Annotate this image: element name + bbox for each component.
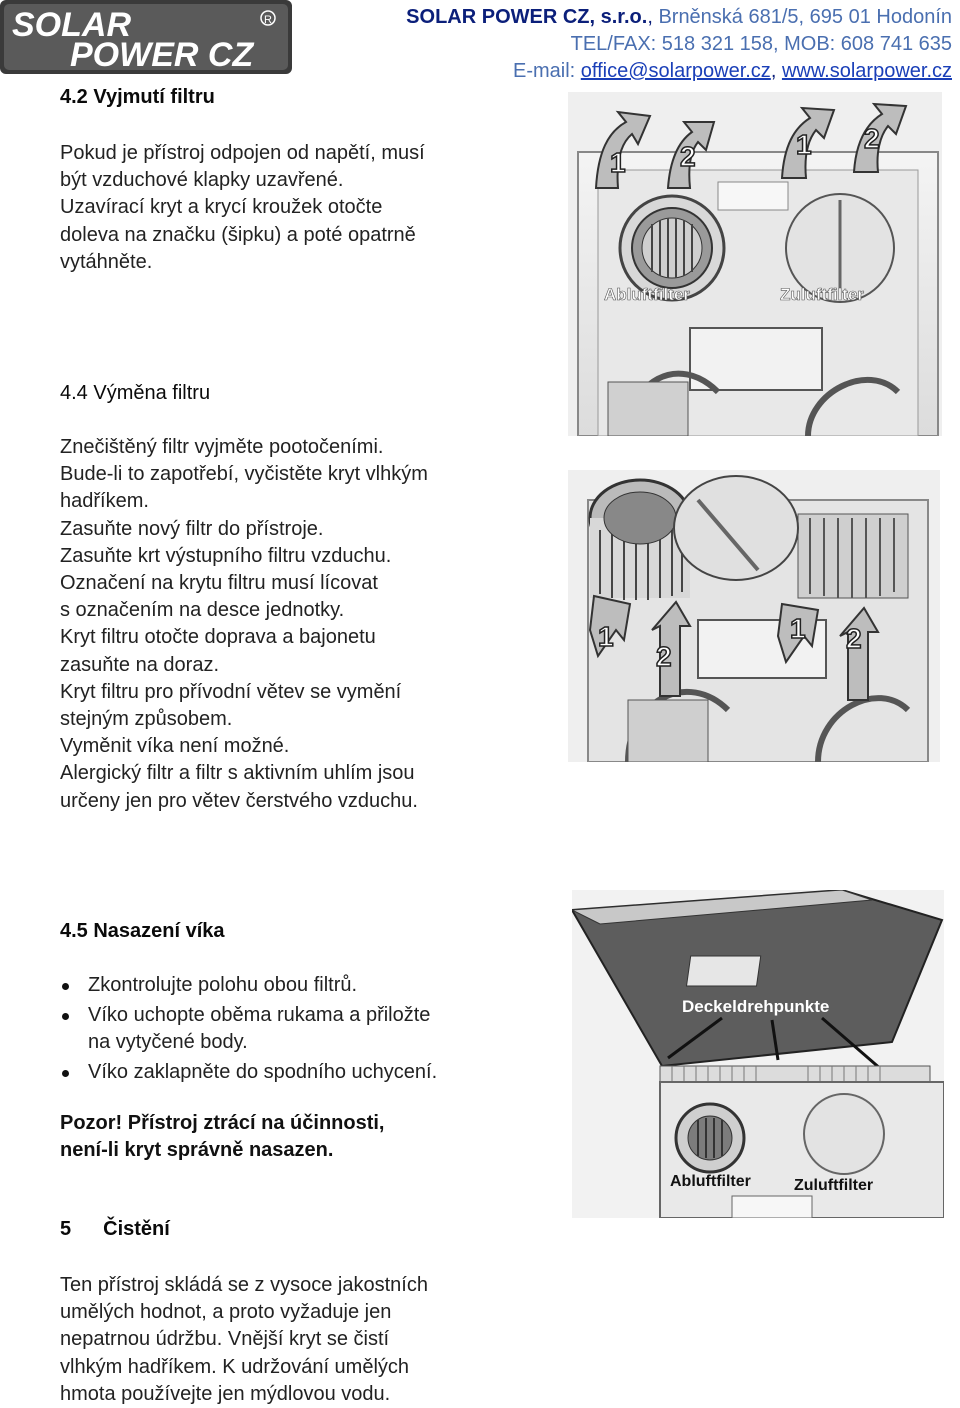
heading-4-2: 4.2 Vyjmutí filtru bbox=[60, 86, 215, 108]
fig1-label-left: Abluftfilter bbox=[604, 285, 690, 304]
text-line: Vyměnit víka není možné. bbox=[60, 735, 290, 758]
heading-4-5: 4.5 Nasazení víka bbox=[60, 920, 225, 942]
fig1-label-right: Zuluftfilter bbox=[780, 285, 865, 304]
text-line: Kryt filtru otočte doprava a bajonetu bbox=[60, 626, 376, 649]
text-line: zasuňte na doraz. bbox=[60, 653, 219, 676]
text-line: vlhkým hadříkem. K udržování umělých bbox=[60, 1355, 410, 1378]
section-title: Čistění bbox=[103, 1218, 170, 1240]
fig1-number-1: 1 bbox=[610, 147, 626, 178]
text-line: Označení na krytu filtru musí lícovat bbox=[60, 572, 378, 595]
text-line: Znečištěný filtr vyjměte pootočeními. bbox=[60, 436, 384, 458]
fig3-callout: Deckeldrehpunkte bbox=[682, 997, 830, 1016]
text-line: Ten přístroj skládá se z vysoce jakostních bbox=[60, 1274, 428, 1296]
fig1-number-2: 2 bbox=[680, 141, 696, 172]
email-label: E-mail: bbox=[512, 60, 576, 82]
fig2-number-2b: 2 bbox=[846, 623, 862, 654]
fig1-number-2b: 2 bbox=[864, 123, 880, 154]
text-line: Bude-li to zapotřebí, vyčistěte kryt vlhkým bbox=[60, 463, 428, 486]
fig1-number-1b: 1 bbox=[796, 129, 812, 160]
heading-5 bbox=[60, 1218, 170, 1241]
svg-text:R: R bbox=[264, 14, 272, 26]
email-link[interactable]: office@solarpower.cz bbox=[580, 60, 771, 82]
header-phone: TEL/FAX: 518 321 158, MOB: 608 741 635 bbox=[570, 33, 952, 55]
header-company-line: SOLAR POWER CZ, s.r.o., Brněnská 681/5, 695 01 Hodonín bbox=[406, 6, 952, 28]
list-item: Zkontrolujte polohu obou filtrů. bbox=[60, 972, 520, 999]
company-logo bbox=[0, 0, 292, 74]
text-line: Pokud je přístroj odpojen od napětí, musí bbox=[60, 142, 425, 164]
heading-4-4: 4.4 Výměna filtru bbox=[60, 382, 211, 404]
text-line: Kryt filtru pro přívodní větev se vymění bbox=[60, 680, 402, 703]
section-4-2-text bbox=[60, 140, 425, 276]
text-line: hadříkem. bbox=[60, 490, 149, 513]
text-line: Alergický filtr a filtr s aktivním uhlím jsou bbox=[60, 762, 415, 785]
list-item: Víko uchopte oběma rukama a přiložte na vytyčené body. bbox=[60, 1002, 520, 1056]
text-line: být vzduchové klapky uzavřené. bbox=[60, 169, 344, 192]
text-line: doleva na značku (šipku) a poté opatrně bbox=[60, 223, 416, 246]
section-number: 5 bbox=[60, 1218, 72, 1240]
warning-text: Pozor! Přístroj ztrácí na účinnosti, není-li kryt správně nasazen. bbox=[60, 1112, 385, 1161]
svg-text:POWER CZ: POWER CZ bbox=[70, 36, 254, 74]
figure-filter-replacement bbox=[568, 470, 940, 762]
figure-cover-fitting bbox=[572, 890, 944, 1218]
text-line: stejným způsobem. bbox=[60, 708, 233, 731]
text-line: umělých hodnot, a proto vyžaduje jen bbox=[60, 1301, 392, 1324]
company-name: SOLAR POWER CZ, s.r.o. bbox=[406, 6, 648, 28]
section-4-4-text bbox=[60, 434, 428, 815]
text-line: Zasuňte krt výstupního filtru vzduchu. bbox=[60, 544, 392, 567]
fig3-label-right: Zuluftfilter bbox=[794, 1177, 874, 1194]
figure-filter-removal bbox=[568, 92, 942, 436]
text-line: hmota používejte jen mýdlovou vodu. bbox=[60, 1382, 391, 1405]
text-line: vytáhněte. bbox=[60, 250, 153, 273]
text-line: Zasuňte nový filtr do přístroje. bbox=[60, 517, 324, 540]
fig3-label-left: Abluftfilter bbox=[670, 1173, 751, 1190]
text-line: s označením na desce jednotky. bbox=[60, 599, 345, 622]
text-line: určeny jen pro větev čerstvého vzduchu. bbox=[60, 789, 418, 812]
header-contact-line: E-mail: office@solarpower.cz, www.solarpower.cz bbox=[512, 60, 952, 82]
section-5-text bbox=[60, 1272, 428, 1408]
text-line: Uzavírací kryt a krycí kroužek otočte bbox=[60, 196, 383, 219]
section-4-5-bullets bbox=[60, 972, 520, 1086]
fig2-number-1b: 1 bbox=[790, 613, 806, 644]
web-link[interactable]: www.solarpower.cz bbox=[781, 60, 952, 82]
list-item: Víko zaklapněte do spodního uchycení. bbox=[60, 1059, 520, 1086]
fig2-number-2: 2 bbox=[656, 641, 672, 672]
fig2-number-1: 1 bbox=[598, 621, 614, 652]
svg-text:SOLAR: SOLAR bbox=[12, 6, 131, 44]
text-line: nepatrnou údržbu. Vnější kryt se čistí bbox=[60, 1328, 390, 1351]
company-address: Brněnská 681/5, 695 01 Hodonín bbox=[658, 6, 952, 28]
